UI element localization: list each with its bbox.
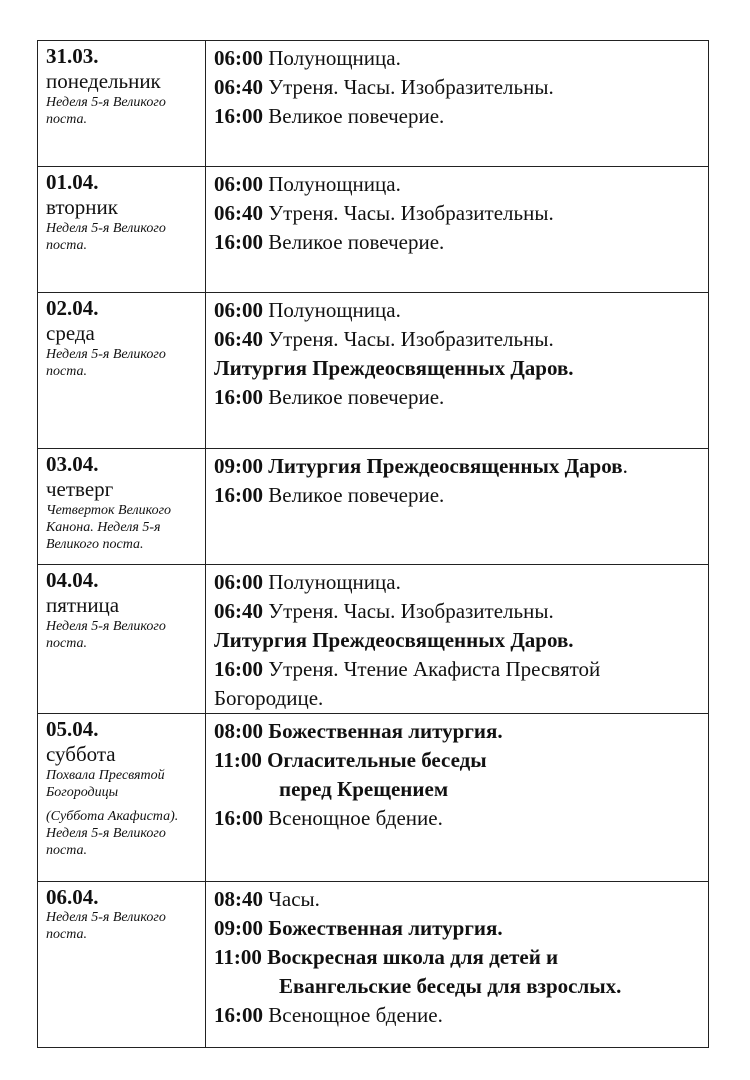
events-cell <box>206 449 709 565</box>
service-entry <box>214 44 702 73</box>
schedule-table <box>37 40 709 1048</box>
service-entry <box>214 655 702 713</box>
service-entry <box>214 746 702 804</box>
service-entry <box>214 102 702 131</box>
service-time: 11:00 <box>214 748 262 772</box>
schedule-row <box>38 565 709 714</box>
service-name: Утреня. Часы. Изобразительны. <box>268 599 554 623</box>
service-time: 06:40 <box>214 201 263 225</box>
service-name: Полунощница. <box>268 46 401 70</box>
service-name: Полунощница. <box>268 298 401 322</box>
day-weekday: среда <box>46 321 95 345</box>
service-name: Всенощное бдение. <box>268 1003 443 1027</box>
service-time: 06:00 <box>214 298 263 322</box>
schedule-body <box>38 41 709 1048</box>
service-name-continued: перед Крещением <box>279 777 449 801</box>
service-entry <box>214 943 702 1001</box>
day-note: Четверток Великого Канона. Неделя 5-я Великого поста. <box>46 503 172 552</box>
service-name: Полунощница. <box>268 570 401 594</box>
service-name: Божественная литургия. <box>268 916 503 940</box>
service-entry <box>214 452 702 481</box>
service-time: 06:00 <box>214 172 263 196</box>
date-cell <box>38 167 206 293</box>
date-cell <box>38 565 206 714</box>
day-note: Похвала Пресвятой Богородицы <box>46 768 165 800</box>
service-entry <box>214 296 702 325</box>
day-date: 02.04. <box>46 296 99 320</box>
day-weekday: вторник <box>46 195 118 219</box>
service-name: Литургия Преждеосвященных Даров <box>268 454 623 478</box>
day-note: Неделя 5-я Великого поста. <box>46 221 166 253</box>
service-name: Огласительные беседы <box>267 748 487 772</box>
service-name: Литургия Преждеосвященных Даров. <box>214 628 574 652</box>
service-entry <box>214 481 702 510</box>
events-cell <box>206 167 709 293</box>
service-entry <box>214 626 702 655</box>
service-entry <box>214 170 702 199</box>
service-entry <box>214 597 702 626</box>
day-date: 31.03. <box>46 44 99 68</box>
service-name: Утреня. Часы. Изобразительны. <box>268 327 554 351</box>
service-time: 16:00 <box>214 385 263 409</box>
service-time: 06:40 <box>214 75 263 99</box>
service-name-continued: Евангельские беседы для взрослых. <box>279 974 622 998</box>
day-note: Неделя 5-я Великого поста. <box>46 910 166 942</box>
date-cell <box>38 41 206 167</box>
service-entry <box>214 73 702 102</box>
service-time: 09:00 <box>214 916 263 940</box>
service-entry <box>214 914 702 943</box>
day-date: 01.04. <box>46 170 99 194</box>
day-weekday: пятница <box>46 593 120 617</box>
service-name: Литургия Преждеосвященных Даров. <box>214 356 574 380</box>
schedule-row <box>38 167 709 293</box>
schedule-row <box>38 41 709 167</box>
service-name: Утреня. Часы. Изобразительны. <box>268 75 554 99</box>
service-time: 06:00 <box>214 46 263 70</box>
schedule-row <box>38 449 709 565</box>
service-entry <box>214 568 702 597</box>
service-entry <box>214 228 702 257</box>
day-date: 03.04. <box>46 452 99 476</box>
day-note: (Суббота Акафиста). Неделя 5-я Великого поста. <box>46 809 179 858</box>
day-note: Неделя 5-я Великого поста. <box>46 619 166 651</box>
service-name: Великое повечерие. <box>268 104 445 128</box>
schedule-row <box>38 882 709 1048</box>
service-time: 16:00 <box>214 230 263 254</box>
service-name: Утреня. Часы. Изобразительны. <box>268 201 554 225</box>
service-entry <box>214 354 702 383</box>
service-time: 16:00 <box>214 483 263 507</box>
service-time: 06:00 <box>214 570 263 594</box>
service-name: Часы. <box>268 887 320 911</box>
service-entry <box>214 383 702 412</box>
service-time: 11:00 <box>214 945 262 969</box>
service-time: 16:00 <box>214 806 263 830</box>
date-cell <box>38 882 206 1048</box>
events-cell <box>206 714 709 882</box>
date-cell <box>38 449 206 565</box>
service-time: 16:00 <box>214 1003 263 1027</box>
day-note: Неделя 5-я Великого поста. <box>46 95 166 127</box>
service-name: Всенощное бдение. <box>268 806 443 830</box>
service-time: 06:40 <box>214 599 263 623</box>
service-name: Божественная литургия. <box>268 719 503 743</box>
service-time: 16:00 <box>214 104 263 128</box>
service-time: 06:40 <box>214 327 263 351</box>
day-date: 04.04. <box>46 568 99 592</box>
day-note: Неделя 5-я Великого поста. <box>46 347 166 379</box>
service-name: Утреня. Чтение Акафиста Пресвятой Богородице. <box>214 657 601 710</box>
day-date: 06.04. <box>46 885 99 909</box>
service-name: Великое повечерие. <box>268 230 445 254</box>
schedule-row <box>38 714 709 882</box>
service-time: 08:00 <box>214 719 263 743</box>
service-time: 16:00 <box>214 657 263 681</box>
service-name: Полунощница. <box>268 172 401 196</box>
day-date: 05.04. <box>46 717 99 741</box>
day-weekday: понедельник <box>46 69 161 93</box>
date-cell <box>38 714 206 882</box>
service-entry <box>214 804 702 833</box>
service-entry <box>214 885 702 914</box>
events-cell <box>206 293 709 449</box>
service-time: 08:40 <box>214 887 263 911</box>
service-suffix: . <box>622 454 628 478</box>
service-entry <box>214 1001 702 1030</box>
day-weekday: суббота <box>46 742 116 766</box>
service-entry <box>214 717 702 746</box>
events-cell <box>206 41 709 167</box>
service-time: 09:00 <box>214 454 263 478</box>
service-entry <box>214 199 702 228</box>
schedule-row <box>38 293 709 449</box>
events-cell <box>206 565 709 714</box>
service-name: Великое повечерие. <box>268 385 445 409</box>
events-cell <box>206 882 709 1048</box>
service-name: Воскресная школа для детей и <box>267 945 559 969</box>
service-entry <box>214 325 702 354</box>
date-cell <box>38 293 206 449</box>
service-name: Великое повечерие. <box>268 483 445 507</box>
day-weekday: четверг <box>46 477 114 501</box>
